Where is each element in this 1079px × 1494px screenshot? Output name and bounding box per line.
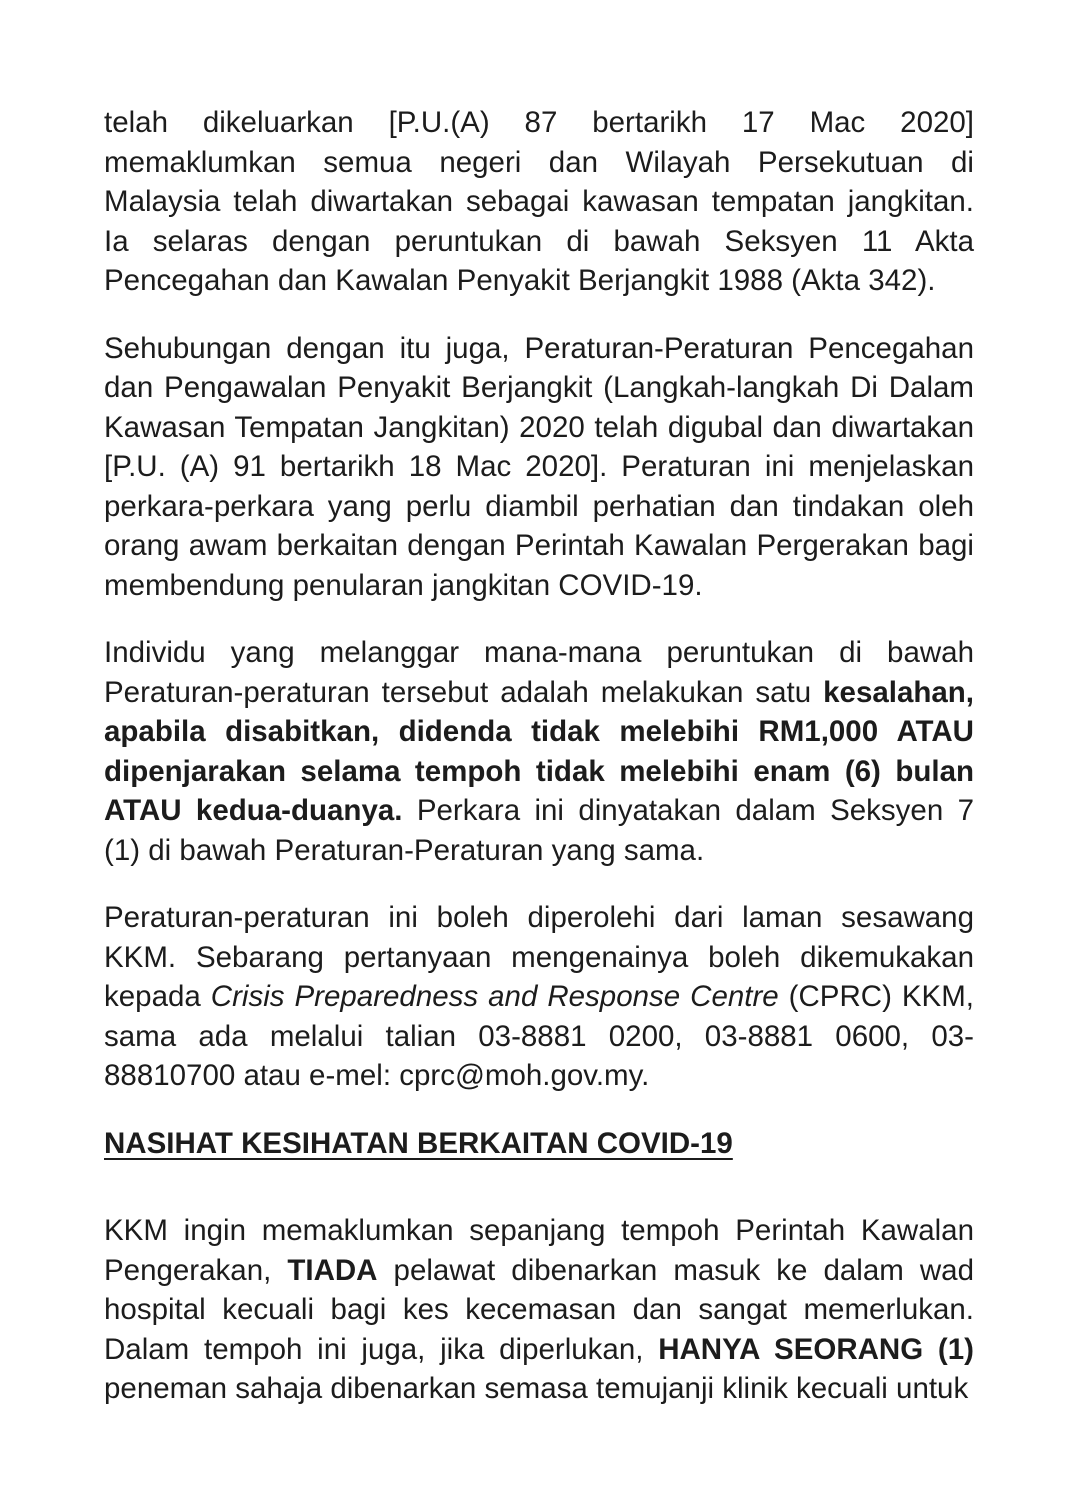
heading-nasihat-kesihatan: [104, 1124, 974, 1164]
text-segment: pelawat dibenarkan masuk ke dalam wad hospital kecuali bagi kes kecemasan dan sangat memerlukan. Dalam tempoh ini juga, jika diperlukan,: [104, 1253, 974, 1366]
paragraph-cprc-contact: [104, 898, 974, 1096]
text-segment: Peraturan-peraturan ini boleh diperolehi dari laman sesawang KKM. Sebarang pertanyaan mengenainya boleh dikemukakan kepada: [104, 901, 974, 1013]
text-segment: Perkara ini dinyatakan dalam Seksyen 7 (1) di bawah Peraturan-Peraturan yang sama.: [104, 794, 974, 867]
text-segment: HANYA SEORANG (1): [658, 1332, 974, 1366]
text-segment: Individu yang melanggar mana-mana peruntukan di bawah Peraturan-peraturan tersebut adalah melakukan satu: [104, 636, 974, 709]
text-segment: Sehubungan dengan itu juga, Peraturan-Peraturan Pencegahan dan Pengawalan Penyakit Berjangkit (Langkah-langkah Di Dalam Kawasan Tempatan Jangkitan) 2020 telah digubal dan diwartakan [P.U. (A) 91 bertarikh 18 Mac 2020]. Peraturan ini menjelaskan perkara-perkara yang perlu diambil perhatian dan tindakan oleh orang awam berkaitan dengan Perintah Kawalan Pergerakan bagi membendung penularan jangkitan COVID-19.: [104, 331, 974, 602]
text-segment: kesalahan, apabila disabitkan, didenda tidak melebihi RM1,000 ATAU dipenjarakan selama tempoh tidak melebihi enam (6) bulan ATAU kedua-duanya.: [104, 675, 974, 827]
paragraph-gazette-pua91: [104, 329, 974, 606]
text-segment: telah dikeluarkan [P.U.(A) 87 bertarikh 17 Mac 2020] memaklumkan semua negeri dan Wilayah Persekutuan di Malaysia telah diwartakan sebagai kawasan tempatan jangkitan. Ia selaras dengan peruntukan di bawah Seksyen 11 Akta Pencegahan dan Kawalan Penyakit Berjangkit 1988 (Akta 342).: [104, 106, 974, 297]
text-segment: (CPRC) KKM, sama ada melalui talian 03-8881 0200, 03-8881 0600, 03-88810700 atau e-mel: cprc@moh.gov.my.: [104, 980, 974, 1092]
text-segment: TIADA: [287, 1253, 378, 1287]
paragraph-penalty: [104, 633, 974, 870]
text-segment: peneman sahaja dibenarkan semasa temujanji klinik kecuali untuk: [104, 1372, 969, 1405]
paragraph-visitor-advice: [104, 1211, 974, 1409]
text-segment: Crisis Preparedness and Response Centre: [210, 980, 779, 1013]
paragraph-gazette-pua87: [104, 103, 974, 301]
text-segment: NASIHAT KESIHATAN BERKAITAN COVID-19: [104, 1126, 733, 1160]
text-segment: KKM ingin memaklumkan sepanjang tempoh Perintah Kawalan Pengerakan,: [104, 1214, 974, 1287]
